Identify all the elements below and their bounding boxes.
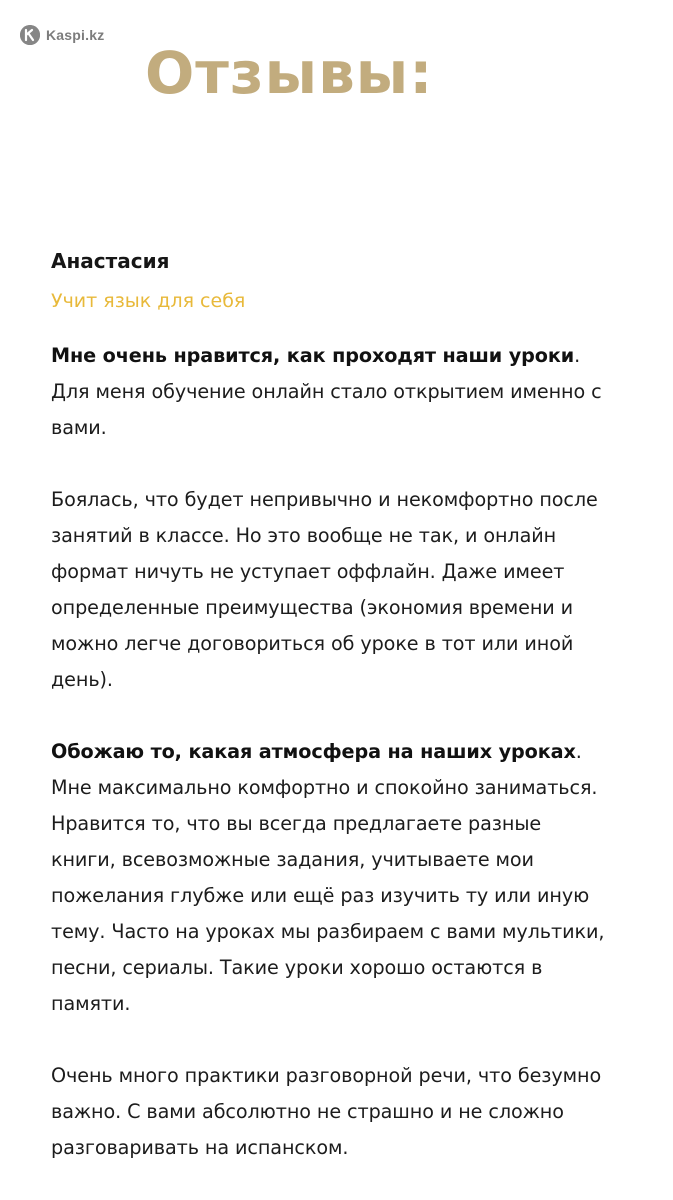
review-author: Анастасия — [51, 249, 170, 273]
review-paragraph-2: Боялась, что будет непривычно и некомфортно после занятий в классе. Но это вообще не так, и онлайн формат ничуть не уступает оффлайн. Даже имеет определенные преимущества (экономия времени и можно легче договориться об уроке в тот или иной день). — [51, 488, 598, 691]
watermark — [20, 25, 104, 45]
kaspi-logo-icon — [20, 25, 40, 45]
review-paragraph-1 — [51, 338, 611, 446]
review-paragraph-1-text: . Для меня обучение онлайн стало открытием именно с вами. — [51, 344, 602, 439]
review-paragraph-4: Очень много практики разговорной речи, что безумно важно. С вами абсолютно не страшно и не сложно разговаривать на испанском. — [51, 1064, 602, 1159]
review-paragraph-3-highlight: Обожаю то, какая атмосфера на наших уроках — [51, 740, 576, 763]
review-paragraph-3 — [51, 734, 611, 1022]
review-card — [51, 246, 611, 1166]
review-paragraph-1-highlight: Мне очень нравится, как проходят наши уроки — [51, 344, 575, 367]
review-paragraph-3-text: . Мне максимально комфортно и спокойно заниматься. Нравится то, что вы всегда предлагаете разные книги, всевозможные задания, учитываете мои пожелания глубже или ещё раз изучить ту или иную тему. Часто на уроках мы разбираем с вами мультики, песни, сериалы. Такие уроки хорошо остаются в памяти. — [51, 740, 605, 1015]
page-title: Отзывы: — [145, 39, 434, 107]
watermark-text: Kaspi.kz — [46, 27, 105, 43]
review-author-role: Учит язык для себя — [51, 290, 246, 312]
